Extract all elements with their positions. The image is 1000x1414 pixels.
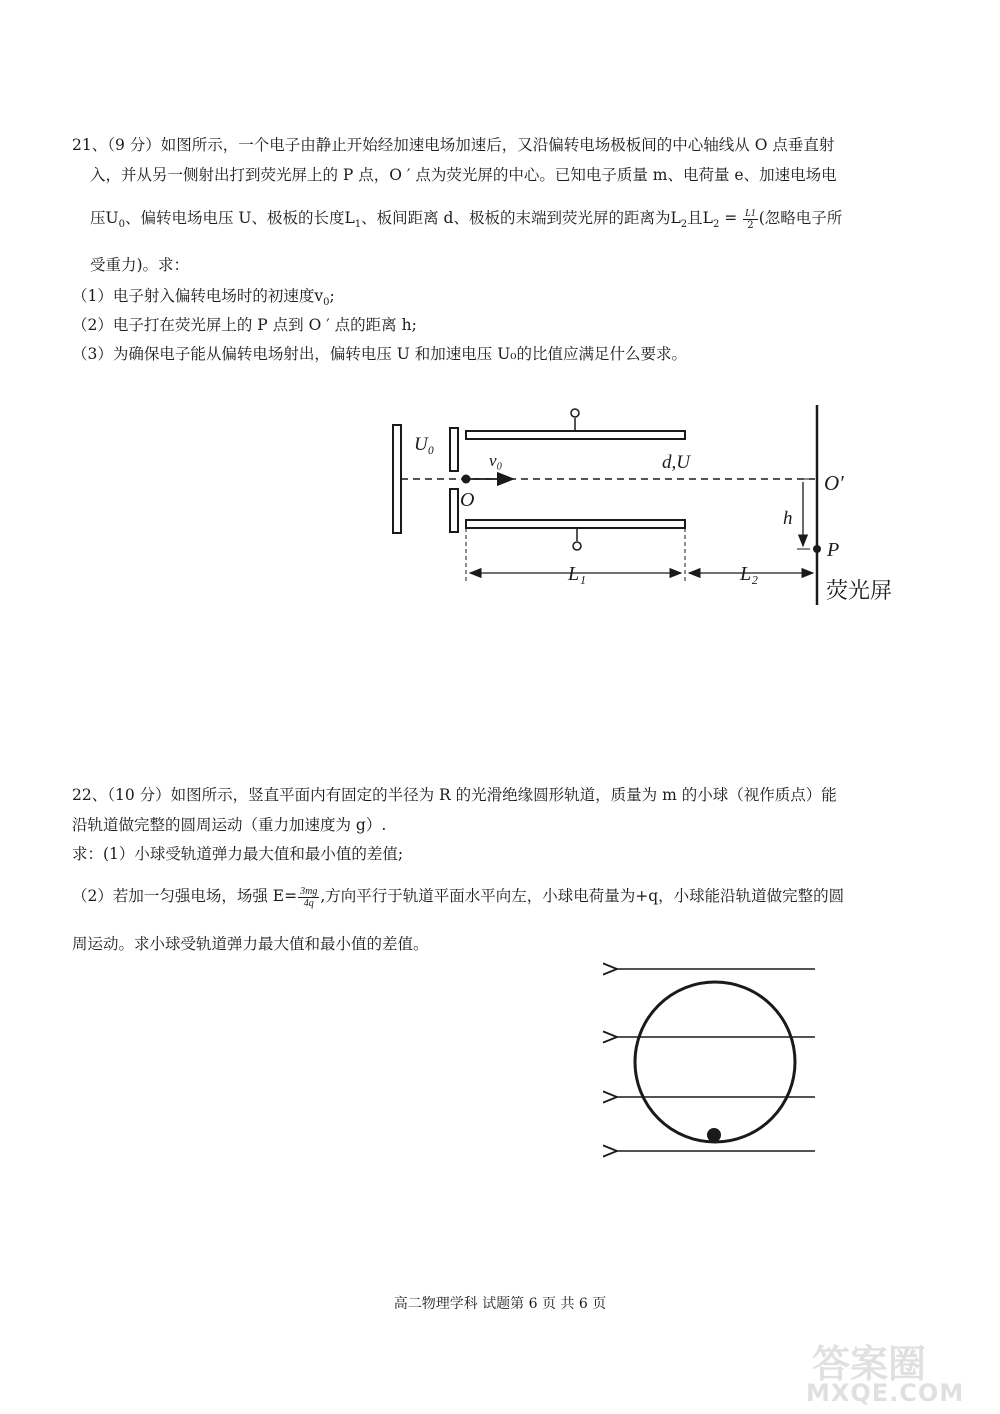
- label-v0: v₀: [489, 451, 503, 470]
- label-l2: L₂: [740, 563, 759, 585]
- label-d-u: d,U: [662, 452, 690, 473]
- q21-line-1: 21、（9 分）如图所示，一个电子由静止开始经加速电场加速后，又沿偏转电场极板间的中心轴线从 O 点垂直射: [72, 136, 835, 154]
- watermark-cn: 答案圈: [812, 1342, 927, 1386]
- watermark-en: MXQE.COM: [806, 1379, 965, 1407]
- q21-sub-1-sub: 0: [323, 297, 330, 309]
- q21-line-3f: (忽略电子所: [758, 209, 843, 227]
- label-h: h: [783, 508, 793, 529]
- q21-sub-1a: （1）电子射入偏转电场时的初速度v: [72, 287, 324, 305]
- q22-line-2: 沿轨道做完整的圆周运动（重力加速度为 g）.: [72, 816, 387, 834]
- label-u0: U₀: [414, 434, 435, 455]
- q21-line-3a: 压U: [90, 209, 119, 227]
- circular-track: [635, 982, 795, 1142]
- watermark-logo: [802, 1333, 982, 1409]
- q22-line-4b: ,方向平行于轨道平面水平向左，小球电荷量为+q，小球能沿轨道做完整的圆: [320, 887, 845, 905]
- q22-line-4a: （2）若加一匀强电场，场强 E=: [72, 887, 298, 905]
- page-footer: 高二物理学科 试题第 6 页 共 6 页: [393, 1296, 607, 1312]
- q21-fraction-numerator: L1: [745, 207, 756, 219]
- q22-line-3: 求：(1）小球受轨道弹力最大值和最小值的差值;: [72, 845, 404, 863]
- q22-line-1: 22、（10 分）如图所示，竖直平面内有固定的半径为 R 的光滑绝缘圆形轨道，质量为 m 的小球（视作质点）能: [72, 786, 837, 804]
- label-o-prime: O′: [824, 471, 844, 495]
- q21-line-3b-sub: 1: [354, 219, 362, 231]
- q21-line-3b: 、偏转电场电压 U、极板的长度L: [124, 209, 355, 227]
- q22-fraction-numerator: 3mg: [300, 885, 318, 897]
- q21-line-3d: 且L: [687, 209, 713, 227]
- q22-fraction-denominator: 4q: [303, 897, 314, 909]
- q21-line-3c-sub: 2: [680, 219, 688, 231]
- q21-line-3d-sub: 2: [712, 219, 720, 231]
- q21-line-3a-sub: 0: [118, 219, 125, 231]
- label-screen: 荧光屏: [826, 579, 893, 604]
- q22-line-5: 周运动。求小球受轨道弹力最大值和最小值的差值。: [72, 935, 429, 953]
- q21-line-3c: 、板间距离 d、极板的末端到荧光屏的距离为L: [361, 209, 681, 227]
- label-o: O: [460, 489, 475, 511]
- label-l1: L₁: [568, 563, 587, 585]
- q21-sub-1b: ;: [329, 287, 335, 305]
- q21-line-3e: =: [719, 209, 743, 227]
- q21-sub-2: （2）电子打在荧光屏上的 P 点到 O ′ 点的距离 h;: [72, 316, 417, 334]
- label-p: P: [827, 539, 840, 561]
- q21-line-4: 受重力)。求：: [90, 256, 190, 274]
- q21-sub-3: （3）为确保电子能从偏转电场射出，偏转电压 U 和加速电压 U₀的比值应满足什么要求。: [72, 345, 687, 363]
- q21-line-2: 入，并从另一侧射出打到荧光屏上的 P 点，O ′ 点为荧光屏的中心。已知电子质量 m、电荷量 e、加速电场电: [90, 166, 837, 184]
- q21-fraction-denominator: 2: [747, 219, 754, 231]
- ball: [707, 1128, 721, 1142]
